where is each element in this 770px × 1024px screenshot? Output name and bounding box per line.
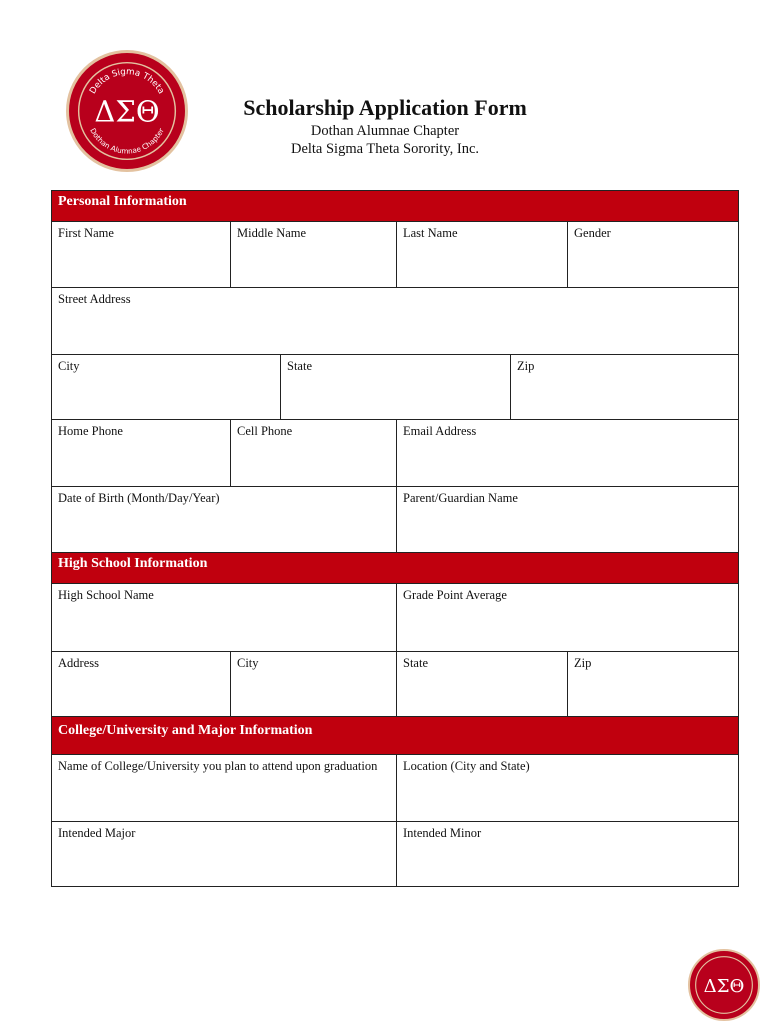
section-college-information: College/University and Major Information: [52, 717, 738, 755]
zip-label: Zip: [517, 359, 535, 373]
application-form-table: [51, 190, 739, 887]
date-of-birth-label: Date of Birth (Month/Day/Year): [58, 491, 220, 505]
seal-ring-text-top: Delta Sigma Theta: [88, 67, 166, 96]
row-major-minor: [52, 822, 738, 886]
cell-phone-field[interactable]: [231, 420, 397, 486]
seal-ring-text-bottom: Dothan Alumnae Chapter: [88, 126, 166, 156]
hs-address-label: Address: [58, 656, 99, 670]
street-address-field[interactable]: [52, 288, 738, 354]
first-name-field[interactable]: [52, 222, 231, 287]
zip-field[interactable]: [511, 355, 738, 419]
home-phone-field[interactable]: [52, 420, 231, 486]
email-address-field[interactable]: [397, 420, 738, 486]
section-personal-information: Personal Information: [52, 191, 738, 222]
seal-small-letters: ΔΣΘ: [703, 975, 745, 997]
row-street: [52, 288, 738, 355]
date-of-birth-field[interactable]: [52, 487, 397, 552]
row-high-school: [52, 584, 738, 652]
hs-zip-field[interactable]: [568, 652, 738, 716]
college-location-label: Location (City and State): [403, 759, 530, 773]
first-name-label: First Name: [58, 226, 114, 240]
section-high-school-information: High School Information: [52, 553, 738, 584]
middle-name-label: Middle Name: [237, 226, 307, 240]
college-name-field[interactable]: [52, 755, 397, 821]
middle-name-field[interactable]: [231, 222, 397, 287]
gpa-field[interactable]: [397, 584, 738, 651]
row-name: [52, 222, 738, 288]
row-phones: [52, 420, 738, 487]
hs-zip-label: Zip: [574, 656, 592, 670]
guardian-name-field[interactable]: [397, 487, 738, 552]
guardian-name-label: Parent/Guardian Name: [403, 491, 518, 505]
cell-phone-label: Cell Phone: [237, 424, 293, 438]
college-location-field[interactable]: [397, 755, 738, 821]
row-college: [52, 755, 738, 822]
organization-name: Delta Sigma Theta Sorority, Inc.: [290, 141, 480, 157]
form-title: Scholarship Application Form: [243, 95, 527, 120]
last-name-label: Last Name: [403, 226, 458, 240]
intended-minor-label: Intended Minor: [403, 826, 482, 840]
intended-minor-field[interactable]: [397, 822, 738, 886]
street-address-label: Street Address: [58, 292, 131, 306]
gpa-label: Grade Point Average: [403, 588, 507, 602]
last-name-field[interactable]: [397, 222, 568, 287]
seal-letters: ΔΣΘ: [94, 94, 160, 129]
row-high-school-address: [52, 652, 738, 717]
hs-city-label: City: [237, 656, 259, 670]
city-label: City: [58, 359, 80, 373]
intended-major-label: Intended Major: [58, 826, 136, 840]
high-school-name-label: High School Name: [58, 588, 154, 602]
chapter-name: Dothan Alumnae Chapter: [310, 123, 460, 139]
row-dob-guardian: [52, 487, 738, 553]
email-address-label: Email Address: [403, 424, 477, 438]
hs-state-label: State: [403, 656, 428, 670]
hs-state-field[interactable]: [397, 652, 568, 716]
state-label: State: [287, 359, 312, 373]
gender-field[interactable]: [568, 222, 738, 287]
sorority-seal-logo: [66, 50, 188, 172]
home-phone-label: Home Phone: [58, 424, 123, 438]
sorority-seal-small-logo: [688, 949, 760, 1021]
hs-address-field[interactable]: [52, 652, 231, 716]
form-header: [190, 94, 580, 158]
row-city-state-zip: [52, 355, 738, 420]
gender-label: Gender: [574, 226, 611, 240]
high-school-name-field[interactable]: [52, 584, 397, 651]
city-field[interactable]: [52, 355, 281, 419]
college-name-label: Name of College/University you plan to attend upon graduation: [58, 759, 378, 773]
state-field[interactable]: [281, 355, 511, 419]
hs-city-field[interactable]: [231, 652, 397, 716]
intended-major-field[interactable]: [52, 822, 397, 886]
